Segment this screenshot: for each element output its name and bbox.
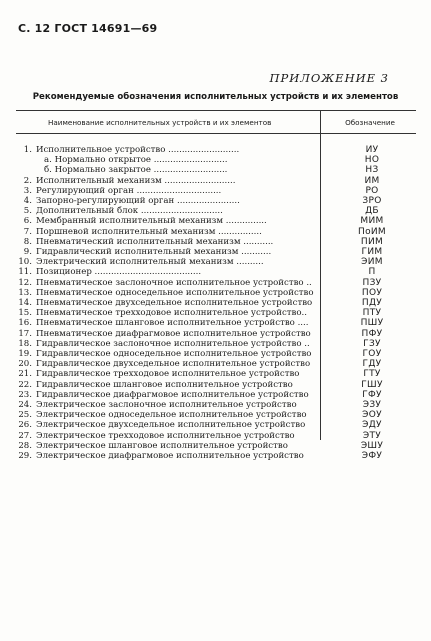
row-number: 16. (18, 318, 32, 329)
table-row (14, 451, 414, 462)
row-number: 6. (23, 216, 32, 227)
row-code: НЗ (365, 165, 379, 176)
row-number: 5. (23, 206, 32, 217)
row-code: ИМ (364, 175, 380, 186)
row-number: 29. (18, 451, 32, 461)
row-code: ГТУ (363, 369, 381, 380)
table-top-rule (16, 110, 416, 111)
row-number: 24. (18, 400, 32, 410)
row-name: Гидравлическое двухседельное исполнительное устройство (36, 359, 311, 370)
row-code: ПФУ (361, 328, 383, 339)
row-name: Пневматическое односедельное исполнительное устройство (36, 287, 314, 298)
row-number: 11. (18, 267, 32, 278)
row-name: Исполнительный механизм .......................... (36, 175, 236, 186)
row-number: 10. (18, 257, 32, 268)
row-name: Гидравлическое диафрагмовое исполнительное устройство (36, 389, 309, 400)
row-code: ПТУ (362, 308, 382, 319)
row-code: ГШУ (361, 379, 383, 390)
row-name: Гидравлический исполнительный механизм ........... (36, 247, 272, 257)
row-number: 19. (18, 349, 32, 359)
row-name: Электрическое односедельное исполнительное устройство (36, 410, 307, 421)
row-name: Пневматическое трехходовое исполнительное устройство.. (36, 308, 308, 319)
row-code: ДБ (365, 206, 379, 217)
row-code: ЭОУ (362, 410, 382, 421)
row-code: ГФУ (362, 389, 382, 400)
row-code: ПоИМ (358, 226, 386, 237)
row-name: Гидравлическое трехходовое исполнительное устройство (36, 369, 300, 380)
row-code: ЭТУ (362, 430, 382, 441)
row-name: Пневматическое диафрагмовое исполнительное устройство (36, 328, 311, 339)
row-code: ПОУ (361, 287, 383, 298)
row-number: 20. (18, 359, 32, 370)
row-name: Пневматическое заслоночное исполнительное устройство .. (36, 277, 312, 288)
row-number: 18. (18, 338, 32, 349)
row-name: Дополнительный блок .............................. (36, 206, 223, 217)
row-number: 28. (18, 440, 32, 451)
row-code: ЗРО (362, 196, 382, 206)
row-code: ИУ (365, 145, 379, 155)
row-code: ГИМ (361, 247, 383, 257)
row-number: 27. (18, 430, 32, 441)
row-name: б. Нормально закрытое ........................... (44, 165, 228, 176)
row-number: 2. (23, 175, 32, 186)
row-name: Позиционер ....................................... (36, 267, 202, 278)
row-code: ЭИМ (361, 257, 383, 268)
document-title: Рекомендуемые обозначения исполнительных устройств и их элементов (32, 92, 399, 102)
row-code: РО (365, 185, 379, 196)
row-name: Электрический исполнительный механизм .......... (36, 257, 264, 268)
row-code: ЭДУ (362, 420, 382, 431)
row-number: 21. (18, 369, 32, 380)
row-code: ЭФУ (361, 451, 383, 461)
row-code: ПШУ (360, 318, 384, 329)
row-name: Электрическое шланговое исполнительное устройство (36, 440, 288, 451)
row-number: 26. (18, 420, 32, 431)
row-code: ЭЗУ (362, 400, 382, 410)
row-number: 12. (18, 277, 32, 288)
row-code: ГОУ (362, 349, 382, 359)
row-name: Поршневой исполнительный механизм ................ (36, 226, 262, 237)
appendix-label: ПРИЛОЖЕНИЕ 3 (269, 71, 389, 85)
row-name: Электрическое трехходовое исполнительное устройство (36, 430, 295, 441)
row-code: ПЗУ (362, 277, 382, 288)
row-code: НО (364, 155, 380, 166)
row-number: 4. (23, 196, 32, 206)
column-header-name: Наименование исполнительных устройств и их элементов (48, 118, 272, 127)
table-header-rule (16, 133, 416, 134)
row-number: 22. (18, 379, 32, 390)
row-name: Пневматическое двухседельное исполнительное устройство (36, 298, 313, 308)
row-code: ГДУ (362, 359, 382, 370)
row-name: Исполнительное устройство .......................... (36, 145, 240, 155)
column-header-code: Обозначение (345, 118, 395, 127)
row-number: 14. (18, 298, 32, 308)
row-number: 23. (18, 389, 32, 400)
row-number: 8. (23, 236, 32, 247)
row-name: Пневматическое шланговое исполнительное устройство .... (36, 318, 309, 329)
row-name: Пневматический исполнительный механизм ........... (36, 236, 274, 247)
row-name: Электрическое двухседельное исполнительное устройство (36, 420, 306, 431)
row-name: Гидравлическое шланговое исполнительное устройство (36, 379, 293, 390)
row-code: ПДУ (361, 298, 383, 308)
row-name: Регулирующий орган ............................... (36, 185, 222, 196)
row-number: 7. (23, 226, 32, 237)
row-number: 15. (18, 308, 32, 319)
row-code: П (368, 267, 376, 278)
row-name: Гидравлическое заслоночное исполнительное устройство .. (36, 338, 310, 349)
page-header: С. 12 ГОСТ 14691—69 (18, 22, 158, 35)
row-number: 9. (23, 247, 32, 257)
row-name: а. Нормально открытое ........................... (44, 155, 228, 166)
row-code: ЭШУ (360, 440, 384, 451)
row-number: 1. (23, 145, 32, 155)
row-number: 13. (18, 287, 32, 298)
row-name: Электрическое диафрагмовое исполнительное устройство (36, 451, 304, 461)
row-code: ПИМ (360, 236, 384, 247)
row-number: 25. (18, 410, 32, 421)
row-code: ГЗУ (363, 338, 381, 349)
row-name: Гидравлическое односедельное исполнительное устройство (36, 349, 312, 359)
row-number: 3. (23, 185, 32, 196)
row-name: Запорно-регулирующий орган ....................... (36, 196, 240, 206)
row-name: Электрическое заслоночное исполнительное устройство (36, 400, 297, 410)
row-name: Мембранный исполнительный механизм ............... (36, 216, 267, 227)
row-code: МИМ (360, 216, 384, 227)
row-number: 17. (18, 328, 32, 339)
